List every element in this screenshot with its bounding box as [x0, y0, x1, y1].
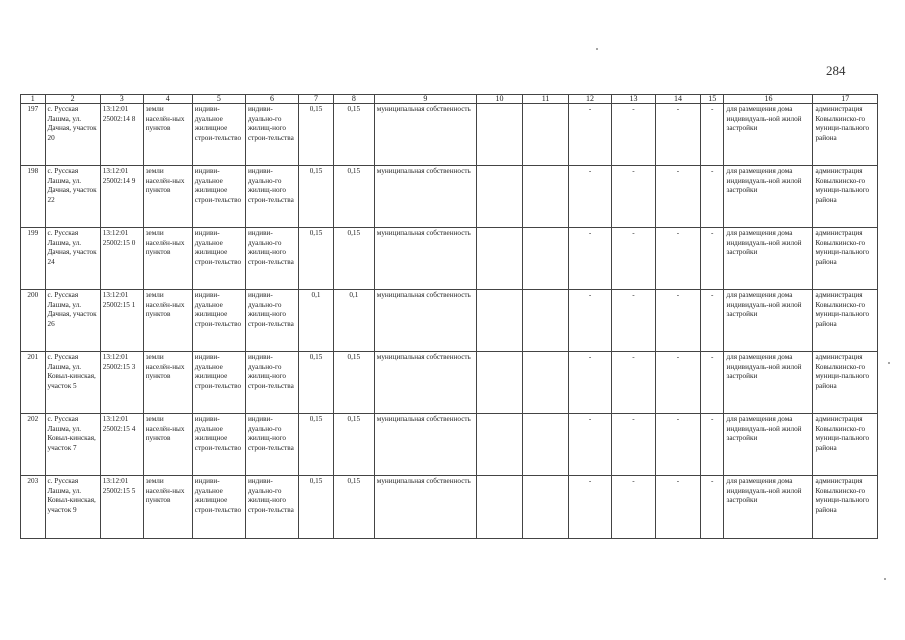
column-header: 8 — [333, 95, 374, 104]
purpose-cell: для размещения дома индивидуаль-ной жилой застройки — [724, 104, 813, 166]
scan-speck — [596, 48, 598, 50]
column-header: 2 — [45, 95, 100, 104]
land-category-cell: земли населён-ных пунктов — [143, 414, 192, 476]
dash-cell: - — [655, 476, 700, 539]
table-row — [21, 228, 878, 290]
permitted-use-type-cell: индиви-дуально-го жилищ-ного строи-тельства — [245, 290, 298, 352]
dash-cell: - — [700, 290, 724, 352]
land-category-cell: земли населён-ных пунктов — [143, 290, 192, 352]
area-cell: 0,15 — [333, 166, 374, 228]
dash-cell: - — [655, 290, 700, 352]
administration-cell: администрация Ковылкинско-го муници-пального района — [813, 290, 878, 352]
dash-cell: - — [569, 476, 612, 539]
column-header: 6 — [245, 95, 298, 104]
area-cell: 0,15 — [333, 476, 374, 539]
column-header: 4 — [143, 95, 192, 104]
column-header: 17 — [813, 95, 878, 104]
cadastral-number-cell: 13:12:01 25002:14 8 — [100, 104, 143, 166]
dash-cell: - — [700, 414, 724, 476]
ownership-cell: муниципальная собственность — [374, 228, 476, 290]
area-cell: 0,15 — [299, 166, 334, 228]
ownership-cell: муниципальная собственность — [374, 166, 476, 228]
administration-cell: администрация Ковылкинско-го муници-пального района — [813, 166, 878, 228]
empty-cell — [477, 228, 523, 290]
dash-cell: - — [612, 104, 656, 166]
permitted-use-cell: индиви-дуальное жилищное строи-тельство — [192, 352, 245, 414]
dash-cell: - — [612, 228, 656, 290]
dash-cell: - — [569, 166, 612, 228]
empty-cell — [523, 476, 569, 539]
area-cell: 0,1 — [299, 290, 334, 352]
purpose-cell: для размещения дома индивидуаль-ной жилой застройки — [724, 476, 813, 539]
dash-cell: - — [569, 352, 612, 414]
ownership-cell: муниципальная собственность — [374, 414, 476, 476]
scan-speck — [888, 362, 890, 364]
row-number-cell: 201 — [21, 352, 46, 414]
address-cell: с. Русская Лашма, ул. Ковыл-кинская, участок 9 — [45, 476, 100, 539]
permitted-use-type-cell: индиви-дуально-го жилищ-ного строи-тельства — [245, 228, 298, 290]
permitted-use-cell: индиви-дуальное жилищное строи-тельство — [192, 104, 245, 166]
area-cell: 0,15 — [299, 414, 334, 476]
administration-cell: администрация Ковылкинско-го муници-пального района — [813, 476, 878, 539]
administration-cell: администрация Ковылкинско-го муници-пального района — [813, 104, 878, 166]
row-number-cell: 198 — [21, 166, 46, 228]
table-row — [21, 352, 878, 414]
empty-cell — [523, 166, 569, 228]
dash-cell: - — [655, 414, 700, 476]
land-category-cell: земли населён-ных пунктов — [143, 228, 192, 290]
column-header: 13 — [612, 95, 656, 104]
administration-cell: администрация Ковылкинско-го муници-пального района — [813, 414, 878, 476]
column-header: 14 — [655, 95, 700, 104]
ownership-cell: муниципальная собственность — [374, 104, 476, 166]
cadastral-number-cell: 13:12:01 25002:15 1 — [100, 290, 143, 352]
purpose-cell: для размещения дома индивидуаль-ной жилой застройки — [724, 290, 813, 352]
area-cell: 0,15 — [333, 228, 374, 290]
dash-cell: - — [612, 476, 656, 539]
permitted-use-cell: индиви-дуальное жилищное строи-тельство — [192, 414, 245, 476]
empty-cell — [523, 290, 569, 352]
address-cell: с. Русская Лашма, ул. Ковыл-кинская, участок 7 — [45, 414, 100, 476]
dash-cell: - — [612, 290, 656, 352]
dash-cell: - — [700, 104, 724, 166]
column-header: 9 — [374, 95, 476, 104]
scan-speck — [884, 578, 886, 580]
dash-cell: - — [569, 290, 612, 352]
ownership-cell: муниципальная собственность — [374, 352, 476, 414]
page-number: 284 — [826, 63, 846, 78]
permitted-use-cell: индиви-дуальное жилищное строи-тельство — [192, 290, 245, 352]
permitted-use-cell: индиви-дуальное жилищное строи-тельство — [192, 476, 245, 539]
administration-cell: администрация Ковылкинско-го муници-пального района — [813, 352, 878, 414]
dash-cell: - — [569, 228, 612, 290]
empty-cell — [477, 166, 523, 228]
land-category-cell: земли населён-ных пунктов — [143, 352, 192, 414]
column-header: 5 — [192, 95, 245, 104]
row-number-cell: 202 — [21, 414, 46, 476]
purpose-cell: для размещения дома индивидуаль-ной жилой застройки — [724, 414, 813, 476]
table-row — [21, 414, 878, 476]
column-header: 1 — [21, 95, 46, 104]
table-row — [21, 166, 878, 228]
cadastral-number-cell: 13:12:01 25002:15 3 — [100, 352, 143, 414]
dash-cell: - — [700, 476, 724, 539]
cadastral-number-cell: 13:12:01 25002:15 0 — [100, 228, 143, 290]
dash-cell: - — [655, 104, 700, 166]
column-header: 11 — [523, 95, 569, 104]
column-header: 15 — [700, 95, 724, 104]
area-cell: 0,15 — [299, 476, 334, 539]
table-row — [21, 104, 878, 166]
dash-cell: - — [655, 166, 700, 228]
address-cell: с. Русская Лашма, ул. Дачная, участок 24 — [45, 228, 100, 290]
column-header: 16 — [724, 95, 813, 104]
empty-cell — [477, 290, 523, 352]
empty-cell — [477, 352, 523, 414]
column-header: 12 — [569, 95, 612, 104]
table-row — [21, 290, 878, 352]
empty-cell — [523, 104, 569, 166]
land-category-cell: земли населён-ных пунктов — [143, 476, 192, 539]
column-header: 10 — [477, 95, 523, 104]
dash-cell: - — [569, 104, 612, 166]
column-number-row — [21, 95, 878, 104]
area-cell: 0,1 — [333, 290, 374, 352]
permitted-use-type-cell: индиви-дуально-го жилищ-ного строи-тельства — [245, 104, 298, 166]
empty-cell — [477, 414, 523, 476]
land-category-cell: земли населён-ных пунктов — [143, 166, 192, 228]
purpose-cell: для размещения дома индивидуаль-ной жилой застройки — [724, 228, 813, 290]
address-cell: с. Русская Лашма, ул. Дачная, участок 22 — [45, 166, 100, 228]
permitted-use-type-cell: индиви-дуально-го жилищ-ного строи-тельства — [245, 414, 298, 476]
row-number-cell: 203 — [21, 476, 46, 539]
empty-cell — [523, 414, 569, 476]
area-cell: 0,15 — [299, 228, 334, 290]
permitted-use-type-cell: индиви-дуально-го жилищ-ного строи-тельства — [245, 476, 298, 539]
address-cell: с. Русская Лашма, ул. Дачная, участок 20 — [45, 104, 100, 166]
ownership-cell: муниципальная собственность — [374, 476, 476, 539]
column-header: 7 — [299, 95, 334, 104]
ownership-cell: муниципальная собственность — [374, 290, 476, 352]
row-number-cell: 199 — [21, 228, 46, 290]
dash-cell: - — [569, 414, 612, 476]
address-cell: с. Русская Лашма, ул. Дачная, участок 26 — [45, 290, 100, 352]
cadastral-number-cell: 13:12:01 25002:15 4 — [100, 414, 143, 476]
area-cell: 0,15 — [333, 352, 374, 414]
cadastral-number-cell: 13:12:01 25002:14 9 — [100, 166, 143, 228]
dash-cell: - — [612, 352, 656, 414]
purpose-cell: для размещения дома индивидуаль-ной жилой застройки — [724, 352, 813, 414]
permitted-use-cell: индиви-дуальное жилищное строи-тельство — [192, 166, 245, 228]
empty-cell — [523, 352, 569, 414]
empty-cell — [477, 104, 523, 166]
land-category-cell: земли населён-ных пунктов — [143, 104, 192, 166]
empty-cell — [523, 228, 569, 290]
dash-cell: - — [700, 166, 724, 228]
dash-cell: - — [612, 166, 656, 228]
dash-cell: - — [700, 352, 724, 414]
dash-cell: - — [655, 228, 700, 290]
area-cell: 0,15 — [333, 104, 374, 166]
purpose-cell: для размещения дома индивидуаль-ной жилой застройки — [724, 166, 813, 228]
permitted-use-cell: индиви-дуальное жилищное строи-тельство — [192, 228, 245, 290]
dash-cell: - — [655, 352, 700, 414]
row-number-cell: 200 — [21, 290, 46, 352]
column-header: 3 — [100, 95, 143, 104]
address-cell: с. Русская Лашма, ул. Ковыл-кинская, участок 5 — [45, 352, 100, 414]
cadastral-number-cell: 13:12:01 25002:15 5 — [100, 476, 143, 539]
empty-cell — [477, 476, 523, 539]
land-plots-table — [20, 94, 878, 539]
table-row — [21, 476, 878, 539]
dash-cell: - — [612, 414, 656, 476]
area-cell: 0,15 — [299, 104, 334, 166]
row-number-cell: 197 — [21, 104, 46, 166]
dash-cell: - — [700, 228, 724, 290]
permitted-use-type-cell: индиви-дуально-го жилищ-ного строи-тельства — [245, 166, 298, 228]
area-cell: 0,15 — [299, 352, 334, 414]
administration-cell: администрация Ковылкинско-го муници-пального района — [813, 228, 878, 290]
area-cell: 0,15 — [333, 414, 374, 476]
permitted-use-type-cell: индиви-дуально-го жилищ-ного строи-тельства — [245, 352, 298, 414]
